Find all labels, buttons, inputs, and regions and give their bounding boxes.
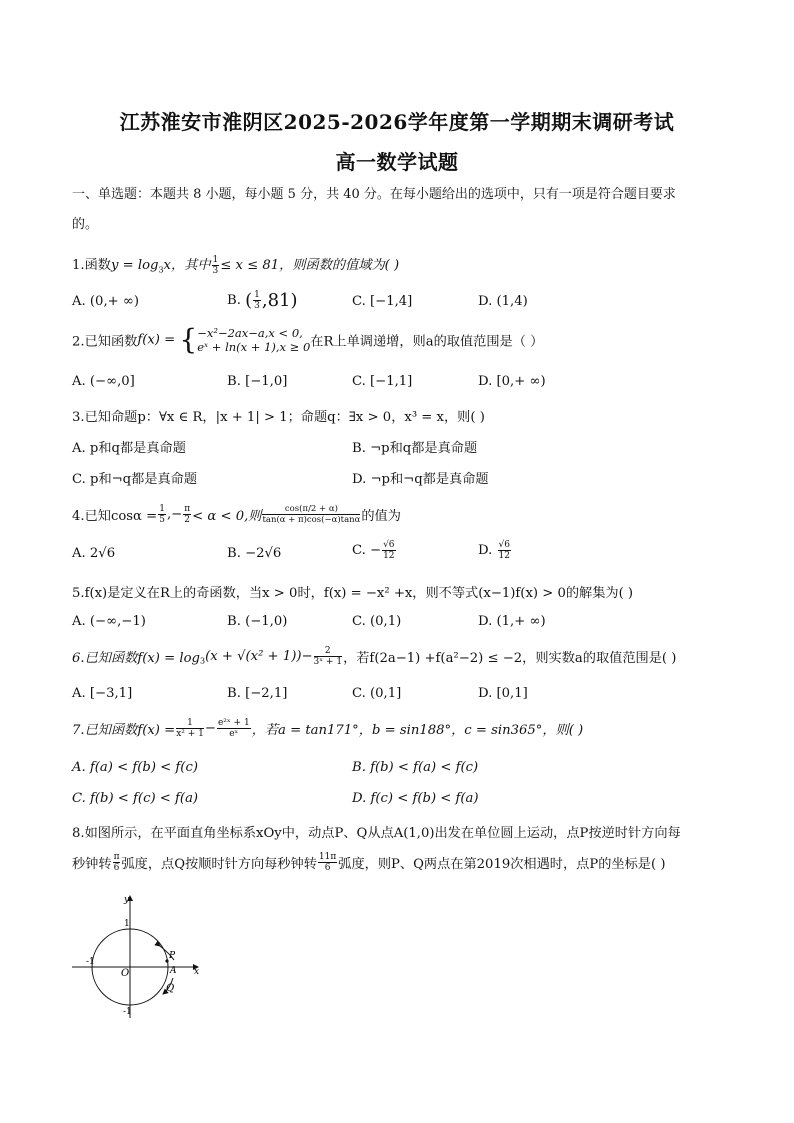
q7-option-c[interactable]: C. f(b) < f(c) < f(a) bbox=[72, 791, 199, 806]
q4-option-c[interactable]: C. − $\frac{√6}{12}$ bbox=[352, 540, 395, 561]
q2-option-c[interactable]: C. [−1,1] bbox=[352, 374, 413, 389]
question-6-stem: 6.已知函数$f(x) = \log_3(x + √(x^2 + 1))-$ $\frac{2}{\text{3ˣ + 1}}$ ，若f(2a−1) +f(a²−2) ≤ −2，则实数a的取值范围是( ) bbox=[72, 646, 677, 667]
q2-option-d[interactable]: D. [0,+ ∞) bbox=[478, 374, 546, 389]
q3-option-d[interactable]: D. ¬p和¬q都是真命题 bbox=[352, 472, 489, 487]
piecewise-brace: { bbox=[179, 323, 198, 356]
section-intro-line2: 的。 bbox=[72, 217, 99, 232]
q5-option-a[interactable]: A. (−∞,−1) bbox=[72, 614, 146, 629]
section-intro bbox=[72, 180, 722, 240]
q1-option-c[interactable]: C. [−1,4] bbox=[352, 294, 413, 309]
exam-subtitle: 高一数学试题 bbox=[335, 150, 459, 174]
q7-option-a[interactable]: A. f(a) < f(b) < f(c) bbox=[72, 760, 198, 775]
q4-option-d[interactable]: D. $\frac{√6}{12}$ bbox=[478, 540, 510, 561]
label-a: A bbox=[170, 966, 177, 976]
label-origin: O bbox=[121, 968, 130, 979]
q6-option-b[interactable]: B. [−2,1] bbox=[227, 686, 288, 701]
label-neg-one-bottom: -1 bbox=[123, 1007, 132, 1017]
q6-option-d[interactable]: D. [0,1] bbox=[478, 686, 528, 701]
question-8-line1: 8.如图所示，在平面直角坐标系xOy中，动点P、Q从点A(1,0)出发在单位圆上运动，点P按逆时针方向每 bbox=[72, 826, 681, 841]
question-7-stem: 7.已知函数f(x) = $\frac{1}{\text{x² + 1}}$ − $\frac{\text{e²ˣ + 1}}{\text{eˣ}}$ ，若a = tan171°，b = sin188°，c = sin365°，则( ) bbox=[72, 718, 584, 739]
q5-option-d[interactable]: D. (1,+ ∞) bbox=[478, 614, 546, 629]
question-4-stem: 4.已知cosα = $\frac{1}{5}$ ,− $\frac{\pi}{2}$ < α < 0,则 $\frac{\cos(\pi/2 + \alpha)}{\tan(\alpha + \pi)\cos(-\alpha)\tan\alpha}$ 的值为 bbox=[72, 504, 401, 525]
q6-option-a[interactable]: A. [−3,1] bbox=[72, 686, 133, 701]
q4-big-fraction: $\frac{\cos(\pi/2 + \alpha)}{\tan(\alpha + \pi)\cos(-\alpha)\tan\alpha}$ bbox=[262, 504, 361, 525]
label-one: 1 bbox=[124, 919, 130, 929]
q6-option-c[interactable]: C. (0,1] bbox=[352, 686, 402, 701]
label-p: P bbox=[169, 951, 176, 961]
q7-option-b[interactable]: B. f(b) < f(a) < f(c) bbox=[352, 760, 479, 775]
piecewise-cases: −x²−2ax−a,x < 0, eˣ + ln(x + 1),x ≥ 0 bbox=[197, 326, 311, 354]
label-y: y bbox=[124, 895, 130, 905]
exam-title: 江苏淮安市淮阴区2025-2026学年度第一学期期末调研考试 bbox=[119, 110, 675, 134]
q5-option-b[interactable]: B. (−1,0) bbox=[227, 614, 288, 629]
question-2-stem: 2.已知函数f(x) = { −x²−2ax−a,x < 0, eˣ + ln(x + 1),x ≥ 0 在R上单调递增，则a的取值范围是（ ） bbox=[72, 323, 544, 356]
label-x: x bbox=[194, 967, 200, 977]
q3-option-a[interactable]: A. p和q都是真命题 bbox=[72, 441, 186, 456]
q3-option-c[interactable]: C. p和¬q都是真命题 bbox=[72, 472, 198, 487]
question-5-stem: 5.f(x)是定义在R上的奇函数，当x > 0时，f(x) = −x² +x，则不等式(x−1)f(x) > 0的解集为( ) bbox=[72, 586, 634, 601]
q3-option-b[interactable]: B. ¬p和q都是真命题 bbox=[352, 441, 478, 456]
q4-option-a[interactable]: A. 2√6 bbox=[72, 546, 116, 561]
fraction-one-third: $\frac{1}{3}$ bbox=[212, 255, 219, 276]
q4-option-b[interactable]: B. −2√6 bbox=[227, 546, 282, 561]
q1-option-a[interactable]: A. (0,+ ∞) bbox=[72, 294, 140, 309]
question-8-line2: 秒钟转 $\frac{\pi}{6}$ 弧度，点Q按顺时针方向每秒钟转 $\frac{11\pi}{6}$ 弧度，则P、Q两点在第2019次相遇时，点P的坐标是( ) bbox=[72, 852, 666, 873]
unit-circle-figure bbox=[70, 892, 210, 1022]
q1-option-b[interactable]: B. ( $\frac{1}{3}$ ,81) bbox=[227, 290, 298, 311]
label-neg-one-left: -1 bbox=[86, 957, 95, 967]
question-3-stem: 3.已知命题p：∀x ∈ R，|x + 1| > 1；命题q：∃x > 0，x³ = x，则( ) bbox=[72, 410, 485, 425]
section-intro-line1: 一、单选题：本题共 8 小题，每小题 5 分，共 40 分。在每小题给出的选项中，只有一项是符合题目要求 bbox=[72, 187, 676, 202]
q1-option-d[interactable]: D. (1,4) bbox=[478, 294, 528, 309]
q2-option-a[interactable]: A. (−∞,0] bbox=[72, 374, 135, 389]
q2-option-b[interactable]: B. [−1,0] bbox=[227, 374, 288, 389]
question-1-stem: 1.函数$y = \log_3x$，其中 $\frac{1}{3}$ ≤ x ≤ 81，则函数的值域为( ) bbox=[72, 255, 400, 276]
q5-option-c[interactable]: C. (0,1) bbox=[352, 614, 402, 629]
label-q: Q bbox=[166, 983, 175, 994]
q7-option-d[interactable]: D. f(c) < f(b) < f(a) bbox=[352, 791, 479, 806]
